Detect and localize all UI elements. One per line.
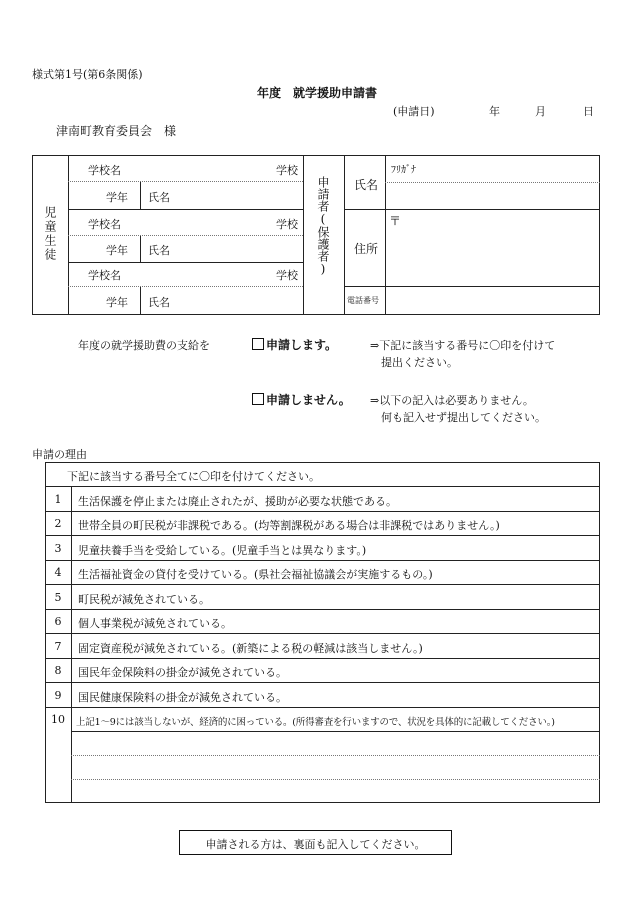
- footer-note: 申請される方は、裏面も記入してください。: [205, 838, 426, 851]
- reason-text: 上記1～9には該当しないが、経済的に困っている。(所得審査を行いますので、状況を具体的に記載してください。): [76, 717, 555, 728]
- apply-checkbox[interactable]: [252, 338, 264, 350]
- application-date-label: (申請日): [393, 105, 435, 118]
- school-label-2: 学校名: [88, 218, 121, 231]
- reason-number[interactable]: 3: [54, 542, 62, 555]
- reason-text: 国民年金保険料の掛金が減免されている。: [78, 666, 287, 679]
- phone-label: 電話番号: [347, 296, 379, 305]
- reason-text: 町民税が減免されている。: [78, 593, 210, 606]
- school-label-1: 学校名: [88, 164, 121, 177]
- reasons-title: 申請の理由: [32, 448, 87, 461]
- applicant-side-label: 申請者(保護者): [316, 176, 330, 276]
- school-suffix-2: 学校: [276, 218, 298, 231]
- reason-number[interactable]: 4: [54, 566, 62, 579]
- addressee: 津南町教育委員会 様: [56, 124, 177, 138]
- apply-note-line1: ⇒下記に該当する番号に〇印を付けて: [370, 339, 556, 352]
- not-apply-label: 申請しません。: [266, 393, 351, 407]
- form-number: 様式第1号(第6条関係): [32, 68, 143, 81]
- page-title: 年度 就学援助申請書: [257, 86, 378, 100]
- school-label-3: 学校名: [88, 269, 121, 282]
- reasons-instruction: 下記に該当する番号全てに〇印を付けてください。: [67, 470, 320, 483]
- reason-number[interactable]: 7: [54, 640, 62, 653]
- furigana-label: ﾌﾘｶﾞﾅ: [391, 165, 416, 176]
- reason-text: 世帯全員の町民税が非課税である。(均等割課税がある場合は非課税ではありません。): [78, 519, 500, 532]
- reason-text: 生活福祉資金の貸付を受けている。(県社会福祉協議会が実施するもの。): [78, 568, 433, 581]
- reason-number[interactable]: 9: [54, 689, 62, 702]
- name-label-3: 氏名: [148, 296, 170, 309]
- reason-text: 国民健康保険料の掛金が減免されている。: [78, 691, 287, 704]
- children-side-label: 児童生徒: [43, 206, 57, 262]
- not-apply-note-line2: 何も記入せず提出してください。: [381, 411, 546, 424]
- address-label: 住所: [354, 242, 379, 256]
- day-label: 日: [583, 105, 594, 118]
- apply-option[interactable]: [252, 336, 337, 353]
- year-label: 年: [489, 105, 500, 118]
- choice-lead-text: 年度の就学援助費の支給を: [78, 339, 210, 352]
- reason-number[interactable]: 10: [51, 713, 65, 726]
- postal-mark: 〒: [389, 214, 402, 228]
- not-apply-note-line1: ⇒以下の記入は必要ありません。: [370, 394, 534, 407]
- reason-text: 固定資産税が減免されている。(新築による税の軽減は該当しません。): [78, 642, 423, 655]
- apply-label: 申請します。: [266, 338, 338, 352]
- applicant-name-label: 氏名: [354, 178, 379, 192]
- not-apply-checkbox[interactable]: [252, 393, 264, 405]
- name-label-1: 氏名: [148, 191, 170, 204]
- reason-number[interactable]: 5: [54, 591, 62, 604]
- school-suffix-3: 学校: [276, 269, 298, 282]
- reason-10-details-area[interactable]: [72, 732, 599, 802]
- grade-label-3: 学年: [106, 296, 128, 309]
- reason-number[interactable]: 2: [54, 517, 62, 530]
- reason-text: 個人事業税が減免されている。: [78, 617, 232, 630]
- grade-label-2: 学年: [106, 244, 128, 257]
- month-label: 月: [535, 105, 546, 118]
- reason-number[interactable]: 6: [54, 615, 62, 628]
- reason-text: 児童扶養手当を受給している。(児童手当とは異なります。): [78, 544, 367, 557]
- apply-note-line2: 提出ください。: [381, 356, 458, 369]
- grade-label-1: 学年: [106, 191, 128, 204]
- not-apply-option[interactable]: [252, 391, 351, 408]
- school-suffix-1: 学校: [276, 164, 298, 177]
- reason-number[interactable]: 1: [54, 493, 62, 506]
- name-label-2: 氏名: [148, 244, 170, 257]
- reason-text: 生活保護を停止または廃止されたが、援助が必要な状態である。: [78, 495, 397, 508]
- reason-number[interactable]: 8: [54, 664, 62, 677]
